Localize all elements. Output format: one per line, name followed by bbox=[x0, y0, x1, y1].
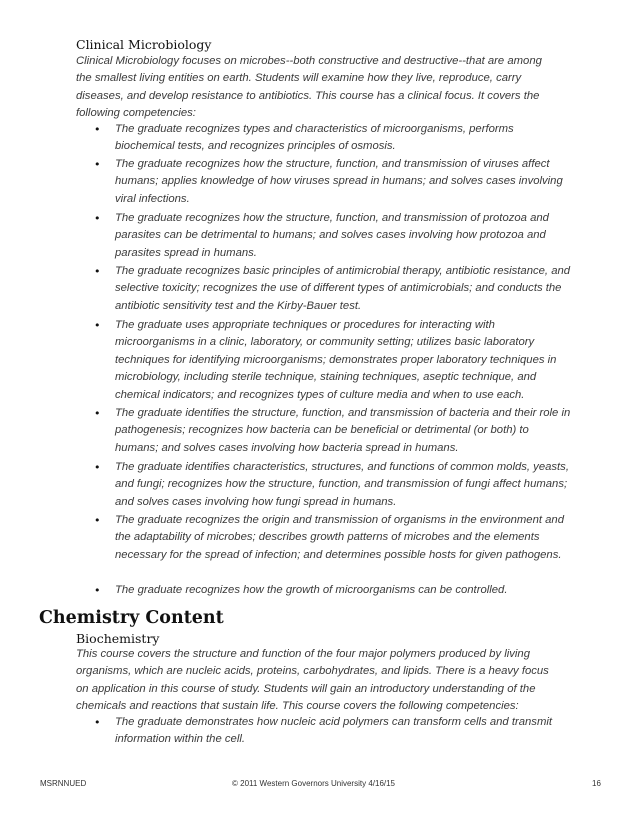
competency-text: The graduate recognizes how the structure, function, and transmission of viruses affect humans; applies knowledge of how viruses spread in humans; and solves cases involving viral infections. bbox=[115, 158, 563, 205]
competency-text: The graduate recognizes types and characteristics of microorganisms, performs biochemical tests, and recognizes principles of osmosis. bbox=[115, 123, 514, 153]
list-item bbox=[94, 714, 574, 749]
competency-text: The graduate recognizes the origin and transmission of organisms in the environment and the adaptability of microbes; describes growth patterns of microbes and the elements necessary for the spread of infection; and determines possible hosts for given pathogens. bbox=[115, 514, 564, 561]
footer-document-code: MSRNNUED bbox=[40, 779, 87, 788]
bullet-icon: • bbox=[94, 319, 101, 332]
list-item bbox=[94, 156, 574, 208]
list-item bbox=[94, 121, 574, 156]
course-title-biochemistry: Biochemistry bbox=[76, 631, 160, 646]
bullet-icon: • bbox=[94, 265, 101, 278]
competency-text: The graduate recognizes how the growth of microorganisms can be controlled. bbox=[115, 584, 508, 596]
course-description-biochemistry: This course covers the structure and function of the four major polymers produced by living organisms, which are nucleic acids, proteins, carbohydrates, and lipids. There is a heavy focus on application in this course of study. Students will gain an introductory understanding of the chemicals and reactions that sustain life. This course covers the following competencies: bbox=[76, 648, 549, 713]
footer-page-number: 16 bbox=[592, 779, 601, 788]
bullet-icon: • bbox=[94, 716, 101, 729]
bullet-icon: • bbox=[94, 461, 101, 474]
list-item bbox=[94, 317, 574, 404]
competency-text: The graduate recognizes how the structure, function, and transmission of protozoa and parasites can be detrimental to humans; and solves cases involving how protozoa and parasites spread in humans. bbox=[115, 212, 549, 259]
list-item bbox=[94, 582, 574, 599]
list-item bbox=[94, 459, 574, 511]
competency-text: The graduate recognizes basic principles of antimicrobial therapy, antibiotic resistance, and selective toxicity; recognizes the use of different types of antimicrobials; and conducts the antibiotic sensitivity test and the Kirby-Bauer test. bbox=[115, 265, 571, 312]
bullet-icon: • bbox=[94, 123, 101, 136]
footer-copyright: © 2011 Western Governors University 4/16/15 bbox=[232, 779, 396, 788]
list-item bbox=[94, 263, 574, 315]
bullet-icon: • bbox=[94, 407, 101, 420]
competency-text: The graduate identifies characteristics, structures, and functions of common molds, yeasts, and fungi; recognizes how the structure, function, and transmission of fungi affect humans; and solves cases involving how fungi spread in humans. bbox=[115, 461, 569, 508]
course-description-clinical-microbiology: Clinical Microbiology focuses on microbes--both constructive and destructive--that are among the smallest living entities on earth. Students will examine how they live, reproduce, carry diseases, and develop resistance to antibiotics. This course has a clinical focus. It covers the following competencies: bbox=[76, 55, 542, 120]
competency-text: The graduate uses appropriate techniques or procedures for interacting with microorganisms in a clinic, laboratory, or community setting; utilizes basic laboratory techniques for identifying microorganisms; demonstrates proper laboratory techniques in microbiology, including sterile technique, staining techniques, aseptic technique, and chemical indicators; and recognizes types of culture media and when to use each. bbox=[115, 319, 557, 401]
bullet-icon: • bbox=[94, 584, 101, 597]
list-item bbox=[94, 210, 574, 262]
section-heading-chemistry-content: Chemistry Content bbox=[39, 608, 224, 628]
bullet-icon: • bbox=[94, 514, 101, 527]
bullet-icon: • bbox=[94, 158, 101, 171]
list-item bbox=[94, 512, 574, 564]
competency-text: The graduate demonstrates how nucleic acid polymers can transform cells and transmit information within the cell. bbox=[115, 716, 553, 746]
bullet-icon: • bbox=[94, 212, 101, 225]
list-item bbox=[94, 405, 574, 457]
competency-text: The graduate identifies the structure, function, and transmission of bacteria and their role in pathogenesis; recognizes how bacteria can be beneficial or detrimental (or both) to humans; and solves cases involving how bacteria spread in humans. bbox=[115, 407, 571, 454]
course-title-clinical-microbiology: Clinical Microbiology bbox=[76, 37, 212, 52]
